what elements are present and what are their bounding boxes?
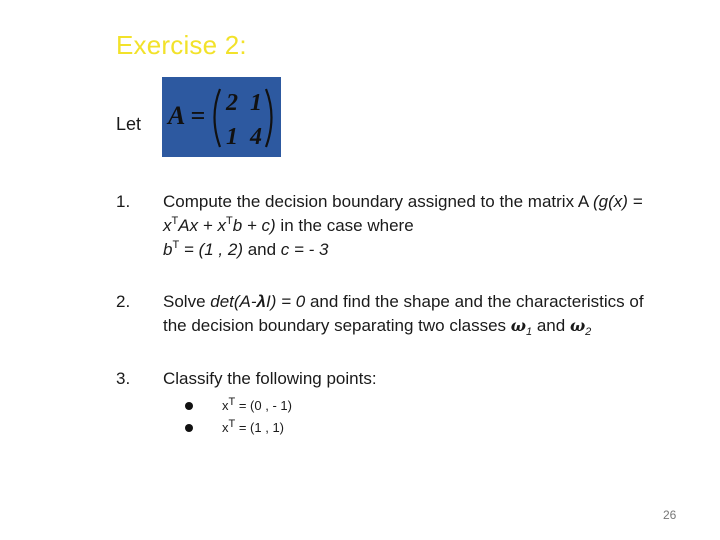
page-number: 26 [663,508,677,522]
matrix-cell-2-1: 1 [226,124,238,150]
item-line [163,190,693,214]
point-item [185,395,292,417]
formula-run: b [163,240,173,259]
list-item-1 [116,190,696,262]
item-line [163,238,693,262]
subscript: 2 [585,326,592,338]
formula-run: c = - 3 [280,240,329,259]
formula-run: I) = 0 [266,292,306,311]
item-body [163,367,693,391]
point-text [222,395,292,417]
right-paren [266,89,272,147]
formula-run: = (1 , 1) [235,420,285,435]
item-number: 3. [116,369,131,388]
item-line [163,214,693,238]
lambda-symbol: λ [256,292,267,311]
list-item-2 [116,290,696,340]
item-number: 1. [116,192,131,211]
formula-run: b + c) [232,216,276,235]
text-run: Solve [163,292,211,311]
text-run: and [532,316,570,335]
matrix-cell-1-1: 2 [226,90,238,116]
text-run: the decision boundary separating two classes [163,316,511,335]
matrix-cell-1-2: 1 [250,90,262,116]
matrix-equation [162,77,281,157]
points-list [185,395,292,439]
superscript: T [172,239,180,251]
superscript: T [225,215,233,227]
subscript: 1 [526,326,533,338]
formula-run: x [222,420,229,435]
formula-run: = (1 , 2) [179,240,243,259]
point-text [222,417,284,439]
matrix-lhs: A = [168,101,206,130]
formula-run: (g(x) = [592,192,643,211]
item-number: 2. [116,292,131,311]
matrix-cell-2-2: 4 [250,124,262,150]
formula-run: = (0 , - 1) [235,398,292,413]
text-run: in the case where [275,216,414,235]
list-item-3 [116,367,696,391]
superscript: T [228,396,236,408]
text-run: Compute the decision boundary assigned to the matrix A [163,192,593,211]
formula-run: x [222,398,229,413]
superscript: T [171,215,179,227]
matrix-image [162,77,281,157]
formula-run: Ax + x [178,216,226,235]
superscript: T [228,418,236,430]
item-body [163,190,693,262]
omega-symbol: ω [510,316,526,335]
slide-title: Exercise 2: [116,30,247,60]
text-run: and [242,240,281,259]
point-item [185,417,292,439]
item-body [163,290,693,340]
left-paren [215,89,221,147]
omega-symbol: ω [569,316,586,335]
formula-run: det(A- [210,292,257,311]
let-label: Let [116,114,142,134]
bullet-icon [185,402,193,410]
item-line [163,290,693,314]
bullet-icon [185,424,193,432]
formula-run: x [163,216,172,235]
text-run: and find the shape and the characteristics of [305,292,644,311]
item-line [163,314,693,340]
item-line: Classify the following points: [163,369,377,388]
